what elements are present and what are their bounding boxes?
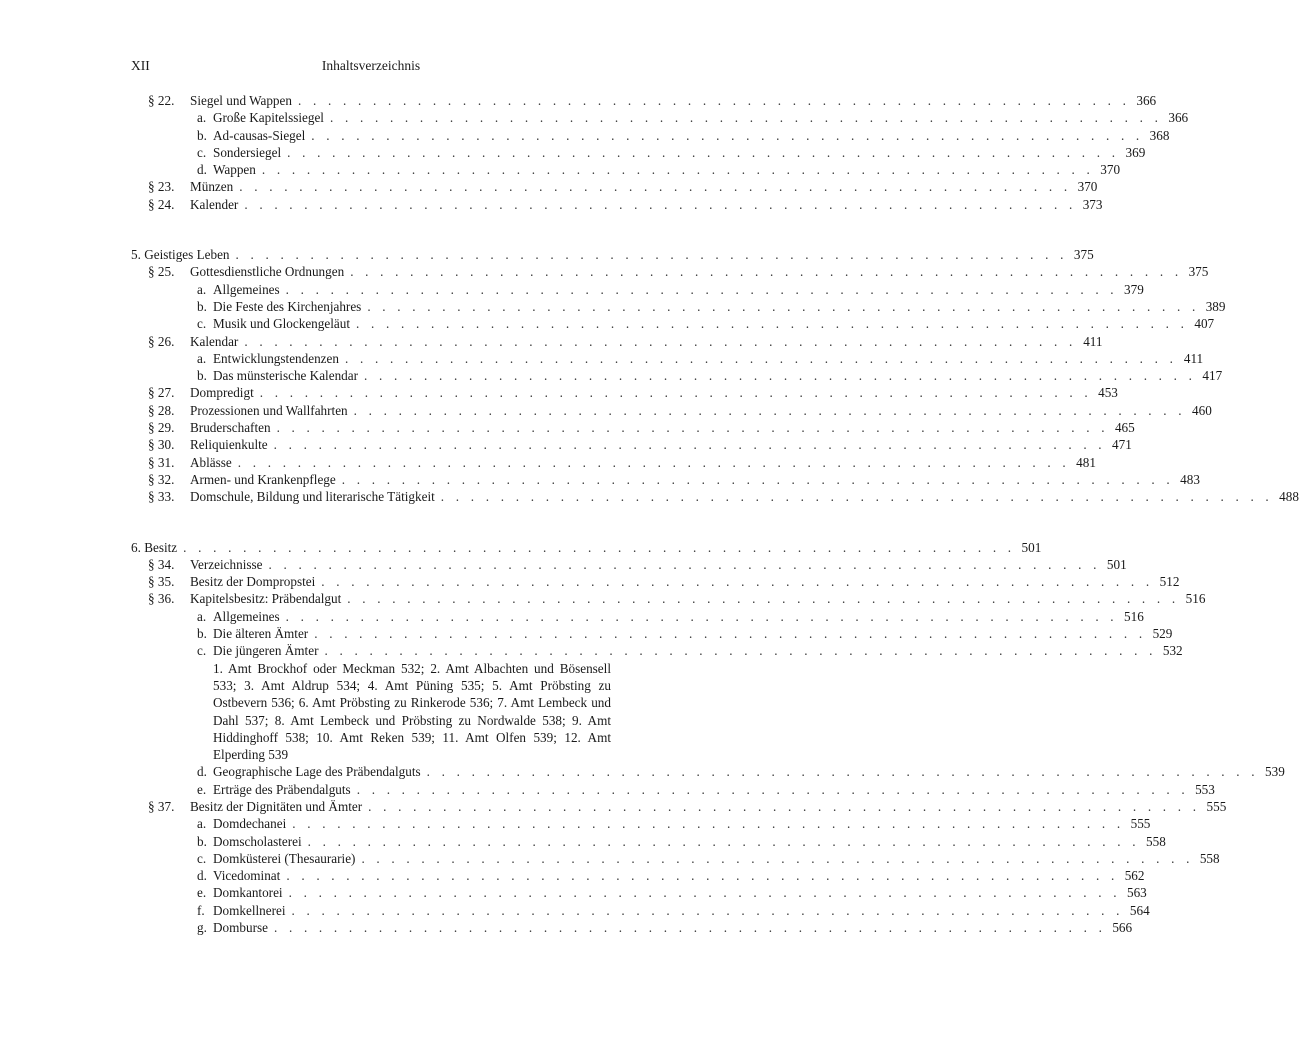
toc-chapter: 6. Besitz . . . . . . . . . . . . . . . . . . . . . . . . . . . . . . . . . . . . . . . . . . . . . . . . . . . . . . . . 501 [131, 539, 1042, 555]
dot-leader: . . . . . . . . . . . . . . . . . . . . . . . . . . . . . . . . . . . . . . . . . . . . . . . . . . . . . . . . [324, 643, 1157, 659]
dot-leader: . . . . . . . . . . . . . . . . . . . . . . . . . . . . . . . . . . . . . . . . . . . . . . . . . . . . . . . . [426, 764, 1259, 780]
running-title: Inhaltsverzeichnis [321, 58, 421, 73]
toc-entry: b. Die älteren Ämter . . . . . . . . . . . . . . . . . . . . . . . . . . . . . . . . . . . . . . . . . . . . . . . . . . . . . . . . 529 [197, 626, 1173, 642]
dot-leader: . . . . . . . . . . . . . . . . . . . . . . . . . . . . . . . . . . . . . . . . . . . . . . . . . . . . . . . . [307, 833, 1140, 849]
toc-entry: § 22. Siegel und Wappen . . . . . . . . . . . . . . . . . . . . . . . . . . . . . . . . . . . . . . . . . . . . . . . . . . . . . . . . 366 [148, 93, 1157, 108]
toc-entry: § 32. Armen- und Krankenpflege . . . . . . . . . . . . . . . . . . . . . . . . . . . . . . . . . . . . . . . . . . . . . . . . . . . . . . . . 483 [148, 471, 1200, 487]
dot-leader: . . . . . . . . . . . . . . . . . . . . . . . . . . . . . . . . . . . . . . . . . . . . . . . . . . . . . . . . [368, 798, 1201, 814]
dot-leader: . . . . . . . . . . . . . . . . . . . . . . . . . . . . . . . . . . . . . . . . . . . . . . . . . . . . . . . . [350, 264, 1183, 280]
dot-leader: . . . . . . . . . . . . . . . . . . . . . . . . . . . . . . . . . . . . . . . . . . . . . . . . . . . . . . . . [244, 196, 1077, 212]
amter-list-paragraph: 1. Amt Brockhof oder Meckman 532; 2. Amt Albachten und Bösensell 533; 3. Amt Aldrup 534; 4. Amt Püning 535; 5. Amt Pröbsting zu Ostbevern 536; 6. Amt Pröbsting zu Rinkerode 536; 7. Amt Lembeck und Dahl 537; 8. Amt Lembeck und Pröbsting zu Nordwalde 538; 9. Amt Hiddinghoff 538; 10. Amt Reken 539; 11. Amt Olfen 539; 12. Amt Elperding 539 [213, 660, 611, 763]
toc-entry: a. Domdechanei . . . . . . . . . . . . . . . . . . . . . . . . . . . . . . . . . . . . . . . . . . . . . . . . . . . . . . . . 555 [197, 816, 1151, 832]
toc-entry: b. Domscholasterei . . . . . . . . . . . . . . . . . . . . . . . . . . . . . . . . . . . . . . . . . . . . . . . . . . . . . . . . 558 [197, 833, 1166, 849]
toc-entry: d. Geographische Lage des Präbendalguts . . . . . . . . . . . . . . . . . . . . . . . . . . . . . . . . . . . . . . . . . . . . . . . . . . . . . . . . 539 [197, 764, 1285, 780]
toc-entry: § 25. Gottesdienstliche Ordnungen . . . . . . . . . . . . . . . . . . . . . . . . . . . . . . . . . . . . . . . . . . . . . . . . . . . . . . . . 375 [148, 264, 1209, 280]
toc-entry: g. Domburse . . . . . . . . . . . . . . . . . . . . . . . . . . . . . . . . . . . . . . . . . . . . . . . . . . . . . . . . 566 [197, 920, 1133, 936]
toc-entry: § 26. Kalendar . . . . . . . . . . . . . . . . . . . . . . . . . . . . . . . . . . . . . . . . . . . . . . . . . . . . . . . . 411 [148, 333, 1103, 349]
toc-entry: § 37. Besitz der Dignitäten und Ämter . . . . . . . . . . . . . . . . . . . . . . . . . . . . . . . . . . . . . . . . . . . . . . . . . . . . . . . . 555 [148, 798, 1227, 814]
toc-entry: § 33. Domschule, Bildung und literarische Tätigkeit . . . . . . . . . . . . . . . . . . . . . . . . . . . . . . . . . . . . . . . . . . . . . . . . . . . . . . . . 488 [148, 489, 1299, 505]
dot-leader: . . . . . . . . . . . . . . . . . . . . . . . . . . . . . . . . . . . . . . . . . . . . . . . . . . . . . . . . [297, 93, 1131, 108]
dot-leader: . . . . . . . . . . . . . . . . . . . . . . . . . . . . . . . . . . . . . . . . . . . . . . . . . . . . . . . . [291, 902, 1124, 918]
section-gap [131, 506, 611, 539]
toc-entry: c. Musik und Glockengeläut . . . . . . . . . . . . . . . . . . . . . . . . . . . . . . . . . . . . . . . . . . . . . . . . . . . . . . . . 407 [197, 316, 1215, 332]
dot-leader: . . . . . . . . . . . . . . . . . . . . . . . . . . . . . . . . . . . . . . . . . . . . . . . . . . . . . . . . [276, 420, 1109, 436]
toc-entry: § 27. Dompredigt . . . . . . . . . . . . . . . . . . . . . . . . . . . . . . . . . . . . . . . . . . . . . . . . . . . . . . . . 453 [148, 385, 1118, 401]
dot-leader: . . . . . . . . . . . . . . . . . . . . . . . . . . . . . . . . . . . . . . . . . . . . . . . . . . . . . . . . [353, 402, 1186, 418]
toc-entry: § 28. Prozessionen und Wallfahrten . . . . . . . . . . . . . . . . . . . . . . . . . . . . . . . . . . . . . . . . . . . . . . . . . . . . . . . . 460 [148, 402, 1212, 418]
dot-leader: . . . . . . . . . . . . . . . . . . . . . . . . . . . . . . . . . . . . . . . . . . . . . . . . . . . . . . . . [237, 454, 1070, 470]
toc-entry: b. Das münsterische Kalendar . . . . . . . . . . . . . . . . . . . . . . . . . . . . . . . . . . . . . . . . . . . . . . . . . . . . . . . . 417 [197, 368, 1223, 384]
toc-entry: § 34. Verzeichnisse . . . . . . . . . . . . . . . . . . . . . . . . . . . . . . . . . . . . . . . . . . . . . . . . . . . . . . . . 501 [148, 556, 1127, 572]
toc-entry: b. Ad-causas-Siegel . . . . . . . . . . . . . . . . . . . . . . . . . . . . . . . . . . . . . . . . . . . . . . . . . . . . . . . . 368 [197, 127, 1170, 143]
dot-leader: . . . . . . . . . . . . . . . . . . . . . . . . . . . . . . . . . . . . . . . . . . . . . . . . . . . . . . . . [314, 626, 1147, 642]
dot-leader: . . . . . . . . . . . . . . . . . . . . . . . . . . . . . . . . . . . . . . . . . . . . . . . . . . . . . . . . [364, 368, 1197, 384]
dot-leader: . . . . . . . . . . . . . . . . . . . . . . . . . . . . . . . . . . . . . . . . . . . . . . . . . . . . . . . . [273, 920, 1107, 936]
toc-entry: b. Die Feste des Kirchenjahres . . . . . . . . . . . . . . . . . . . . . . . . . . . . . . . . . . . . . . . . . . . . . . . . . . . . . . . . 389 [197, 298, 1226, 314]
dot-leader: . . . . . . . . . . . . . . . . . . . . . . . . . . . . . . . . . . . . . . . . . . . . . . . . . . . . . . . . [329, 110, 1163, 126]
dot-leader: . . . . . . . . . . . . . . . . . . . . . . . . . . . . . . . . . . . . . . . . . . . . . . . . . . . . . . . . [344, 350, 1178, 366]
dot-leader: . . . . . . . . . . . . . . . . . . . . . . . . . . . . . . . . . . . . . . . . . . . . . . . . . . . . . . . . [347, 591, 1180, 607]
table-of-contents [131, 92, 1299, 936]
dot-leader: . . . . . . . . . . . . . . . . . . . . . . . . . . . . . . . . . . . . . . . . . . . . . . . . . . . . . . . . [259, 385, 1092, 401]
toc-entry: § 23. Münzen . . . . . . . . . . . . . . . . . . . . . . . . . . . . . . . . . . . . . . . . . . . . . . . . . . . . . . . . 370 [148, 179, 1098, 195]
dot-leader: . . . . . . . . . . . . . . . . . . . . . . . . . . . . . . . . . . . . . . . . . . . . . . . . . . . . . . . . [287, 144, 1120, 160]
toc-entry: d. Wappen . . . . . . . . . . . . . . . . . . . . . . . . . . . . . . . . . . . . . . . . . . . . . . . . . . . . . . . . 370 [197, 162, 1121, 178]
dot-leader: . . . . . . . . . . . . . . . . . . . . . . . . . . . . . . . . . . . . . . . . . . . . . . . . . . . . . . . . [273, 437, 1106, 453]
dot-leader: . . . . . . . . . . . . . . . . . . . . . . . . . . . . . . . . . . . . . . . . . . . . . . . . . . . . . . . . [356, 781, 1189, 797]
toc-entry: a. Allgemeines . . . . . . . . . . . . . . . . . . . . . . . . . . . . . . . . . . . . . . . . . . . . . . . . . . . . . . . . 516 [197, 608, 1144, 624]
dot-leader: . . . . . . . . . . . . . . . . . . . . . . . . . . . . . . . . . . . . . . . . . . . . . . . . . . . . . . . . [244, 333, 1077, 349]
toc-chapter: 5. Geistiges Leben . . . . . . . . . . . . . . . . . . . . . . . . . . . . . . . . . . . . . . . . . . . . . . . . . . . . . . . . 375 [131, 247, 1094, 263]
toc-entry: a. Entwicklungstendenzen . . . . . . . . . . . . . . . . . . . . . . . . . . . . . . . . . . . . . . . . . . . . . . . . . . . . . . . . 411 [197, 350, 1204, 366]
toc-entry: a. Große Kapitelssiegel . . . . . . . . . . . . . . . . . . . . . . . . . . . . . . . . . . . . . . . . . . . . . . . . . . . . . . . . 366 [197, 110, 1189, 126]
dot-leader: . . . . . . . . . . . . . . . . . . . . . . . . . . . . . . . . . . . . . . . . . . . . . . . . . . . . . . . . [286, 868, 1119, 884]
toc-entry: c. Sondersiegel . . . . . . . . . . . . . . . . . . . . . . . . . . . . . . . . . . . . . . . . . . . . . . . . . . . . . . . . 369 [197, 144, 1146, 160]
toc-entry: § 36. Kapitelsbesitz: Präbendalgut . . . . . . . . . . . . . . . . . . . . . . . . . . . . . . . . . . . . . . . . . . . . . . . . . . . . . . . . 516 [148, 591, 1206, 607]
page-number: XII [131, 58, 150, 73]
toc-entry: e. Erträge des Präbendalguts . . . . . . . . . . . . . . . . . . . . . . . . . . . . . . . . . . . . . . . . . . . . . . . . . . . . . . . . 553 [197, 781, 1215, 797]
dot-leader: . . . . . . . . . . . . . . . . . . . . . . . . . . . . . . . . . . . . . . . . . . . . . . . . . . . . . . . . [321, 574, 1154, 590]
toc-entry: d. Vicedominat . . . . . . . . . . . . . . . . . . . . . . . . . . . . . . . . . . . . . . . . . . . . . . . . . . . . . . . . 562 [197, 868, 1145, 884]
dot-leader: . . . . . . . . . . . . . . . . . . . . . . . . . . . . . . . . . . . . . . . . . . . . . . . . . . . . . . . . [183, 539, 1016, 555]
dot-leader: . . . . . . . . . . . . . . . . . . . . . . . . . . . . . . . . . . . . . . . . . . . . . . . . . . . . . . . . [235, 247, 1068, 263]
dot-leader: . . . . . . . . . . . . . . . . . . . . . . . . . . . . . . . . . . . . . . . . . . . . . . . . . . . . . . . . [268, 556, 1101, 572]
dot-leader: . . . . . . . . . . . . . . . . . . . . . . . . . . . . . . . . . . . . . . . . . . . . . . . . . . . . . . . . [440, 489, 1273, 505]
toc-entry: a. Allgemeines . . . . . . . . . . . . . . . . . . . . . . . . . . . . . . . . . . . . . . . . . . . . . . . . . . . . . . . . 379 [197, 281, 1144, 297]
toc-entry: c. Die jüngeren Ämter . . . . . . . . . . . . . . . . . . . . . . . . . . . . . . . . . . . . . . . . . . . . . . . . . . . . . . . . 532 [197, 643, 1183, 659]
dot-leader: . . . . . . . . . . . . . . . . . . . . . . . . . . . . . . . . . . . . . . . . . . . . . . . . . . . . . . . . [292, 816, 1125, 832]
toc-entry: § 24. Kalender . . . . . . . . . . . . . . . . . . . . . . . . . . . . . . . . . . . . . . . . . . . . . . . . . . . . . . . . 373 [148, 196, 1103, 212]
dot-leader: . . . . . . . . . . . . . . . . . . . . . . . . . . . . . . . . . . . . . . . . . . . . . . . . . . . . . . . . [285, 608, 1118, 624]
dot-leader: . . . . . . . . . . . . . . . . . . . . . . . . . . . . . . . . . . . . . . . . . . . . . . . . . . . . . . . . [361, 850, 1194, 866]
dot-leader: . . . . . . . . . . . . . . . . . . . . . . . . . . . . . . . . . . . . . . . . . . . . . . . . . . . . . . . . [367, 298, 1200, 314]
toc-entry: § 31. Ablässe . . . . . . . . . . . . . . . . . . . . . . . . . . . . . . . . . . . . . . . . . . . . . . . . . . . . . . . . 481 [148, 454, 1096, 470]
dot-leader: . . . . . . . . . . . . . . . . . . . . . . . . . . . . . . . . . . . . . . . . . . . . . . . . . . . . . . . . [239, 179, 1072, 195]
dot-leader: . . . . . . . . . . . . . . . . . . . . . . . . . . . . . . . . . . . . . . . . . . . . . . . . . . . . . . . . [285, 281, 1118, 297]
section-gap [131, 213, 611, 246]
dot-leader: . . . . . . . . . . . . . . . . . . . . . . . . . . . . . . . . . . . . . . . . . . . . . . . . . . . . . . . . [288, 885, 1121, 901]
toc-entry: e. Domkantorei . . . . . . . . . . . . . . . . . . . . . . . . . . . . . . . . . . . . . . . . . . . . . . . . . . . . . . . . 563 [197, 885, 1147, 901]
running-head [131, 58, 611, 76]
toc-entry: f. Domkellnerei . . . . . . . . . . . . . . . . . . . . . . . . . . . . . . . . . . . . . . . . . . . . . . . . . . . . . . . . 564 [197, 902, 1150, 918]
dot-leader: . . . . . . . . . . . . . . . . . . . . . . . . . . . . . . . . . . . . . . . . . . . . . . . . . . . . . . . . [311, 127, 1144, 143]
toc-entry: § 35. Besitz der Dompropstei . . . . . . . . . . . . . . . . . . . . . . . . . . . . . . . . . . . . . . . . . . . . . . . . . . . . . . . . 512 [148, 574, 1180, 590]
toc-entry: c. Domküsterei (Thesaurarie) . . . . . . . . . . . . . . . . . . . . . . . . . . . . . . . . . . . . . . . . . . . . . . . . . . . . . . . . 558 [197, 850, 1220, 866]
dot-leader: . . . . . . . . . . . . . . . . . . . . . . . . . . . . . . . . . . . . . . . . . . . . . . . . . . . . . . . . [355, 316, 1189, 332]
toc-entry: § 29. Bruderschaften . . . . . . . . . . . . . . . . . . . . . . . . . . . . . . . . . . . . . . . . . . . . . . . . . . . . . . . . 465 [148, 420, 1135, 436]
dot-leader: . . . . . . . . . . . . . . . . . . . . . . . . . . . . . . . . . . . . . . . . . . . . . . . . . . . . . . . . [341, 471, 1174, 487]
toc-entry: § 30. Reliquienkulte . . . . . . . . . . . . . . . . . . . . . . . . . . . . . . . . . . . . . . . . . . . . . . . . . . . . . . . . 471 [148, 437, 1132, 453]
dot-leader: . . . . . . . . . . . . . . . . . . . . . . . . . . . . . . . . . . . . . . . . . . . . . . . . . . . . . . . . [261, 162, 1095, 178]
